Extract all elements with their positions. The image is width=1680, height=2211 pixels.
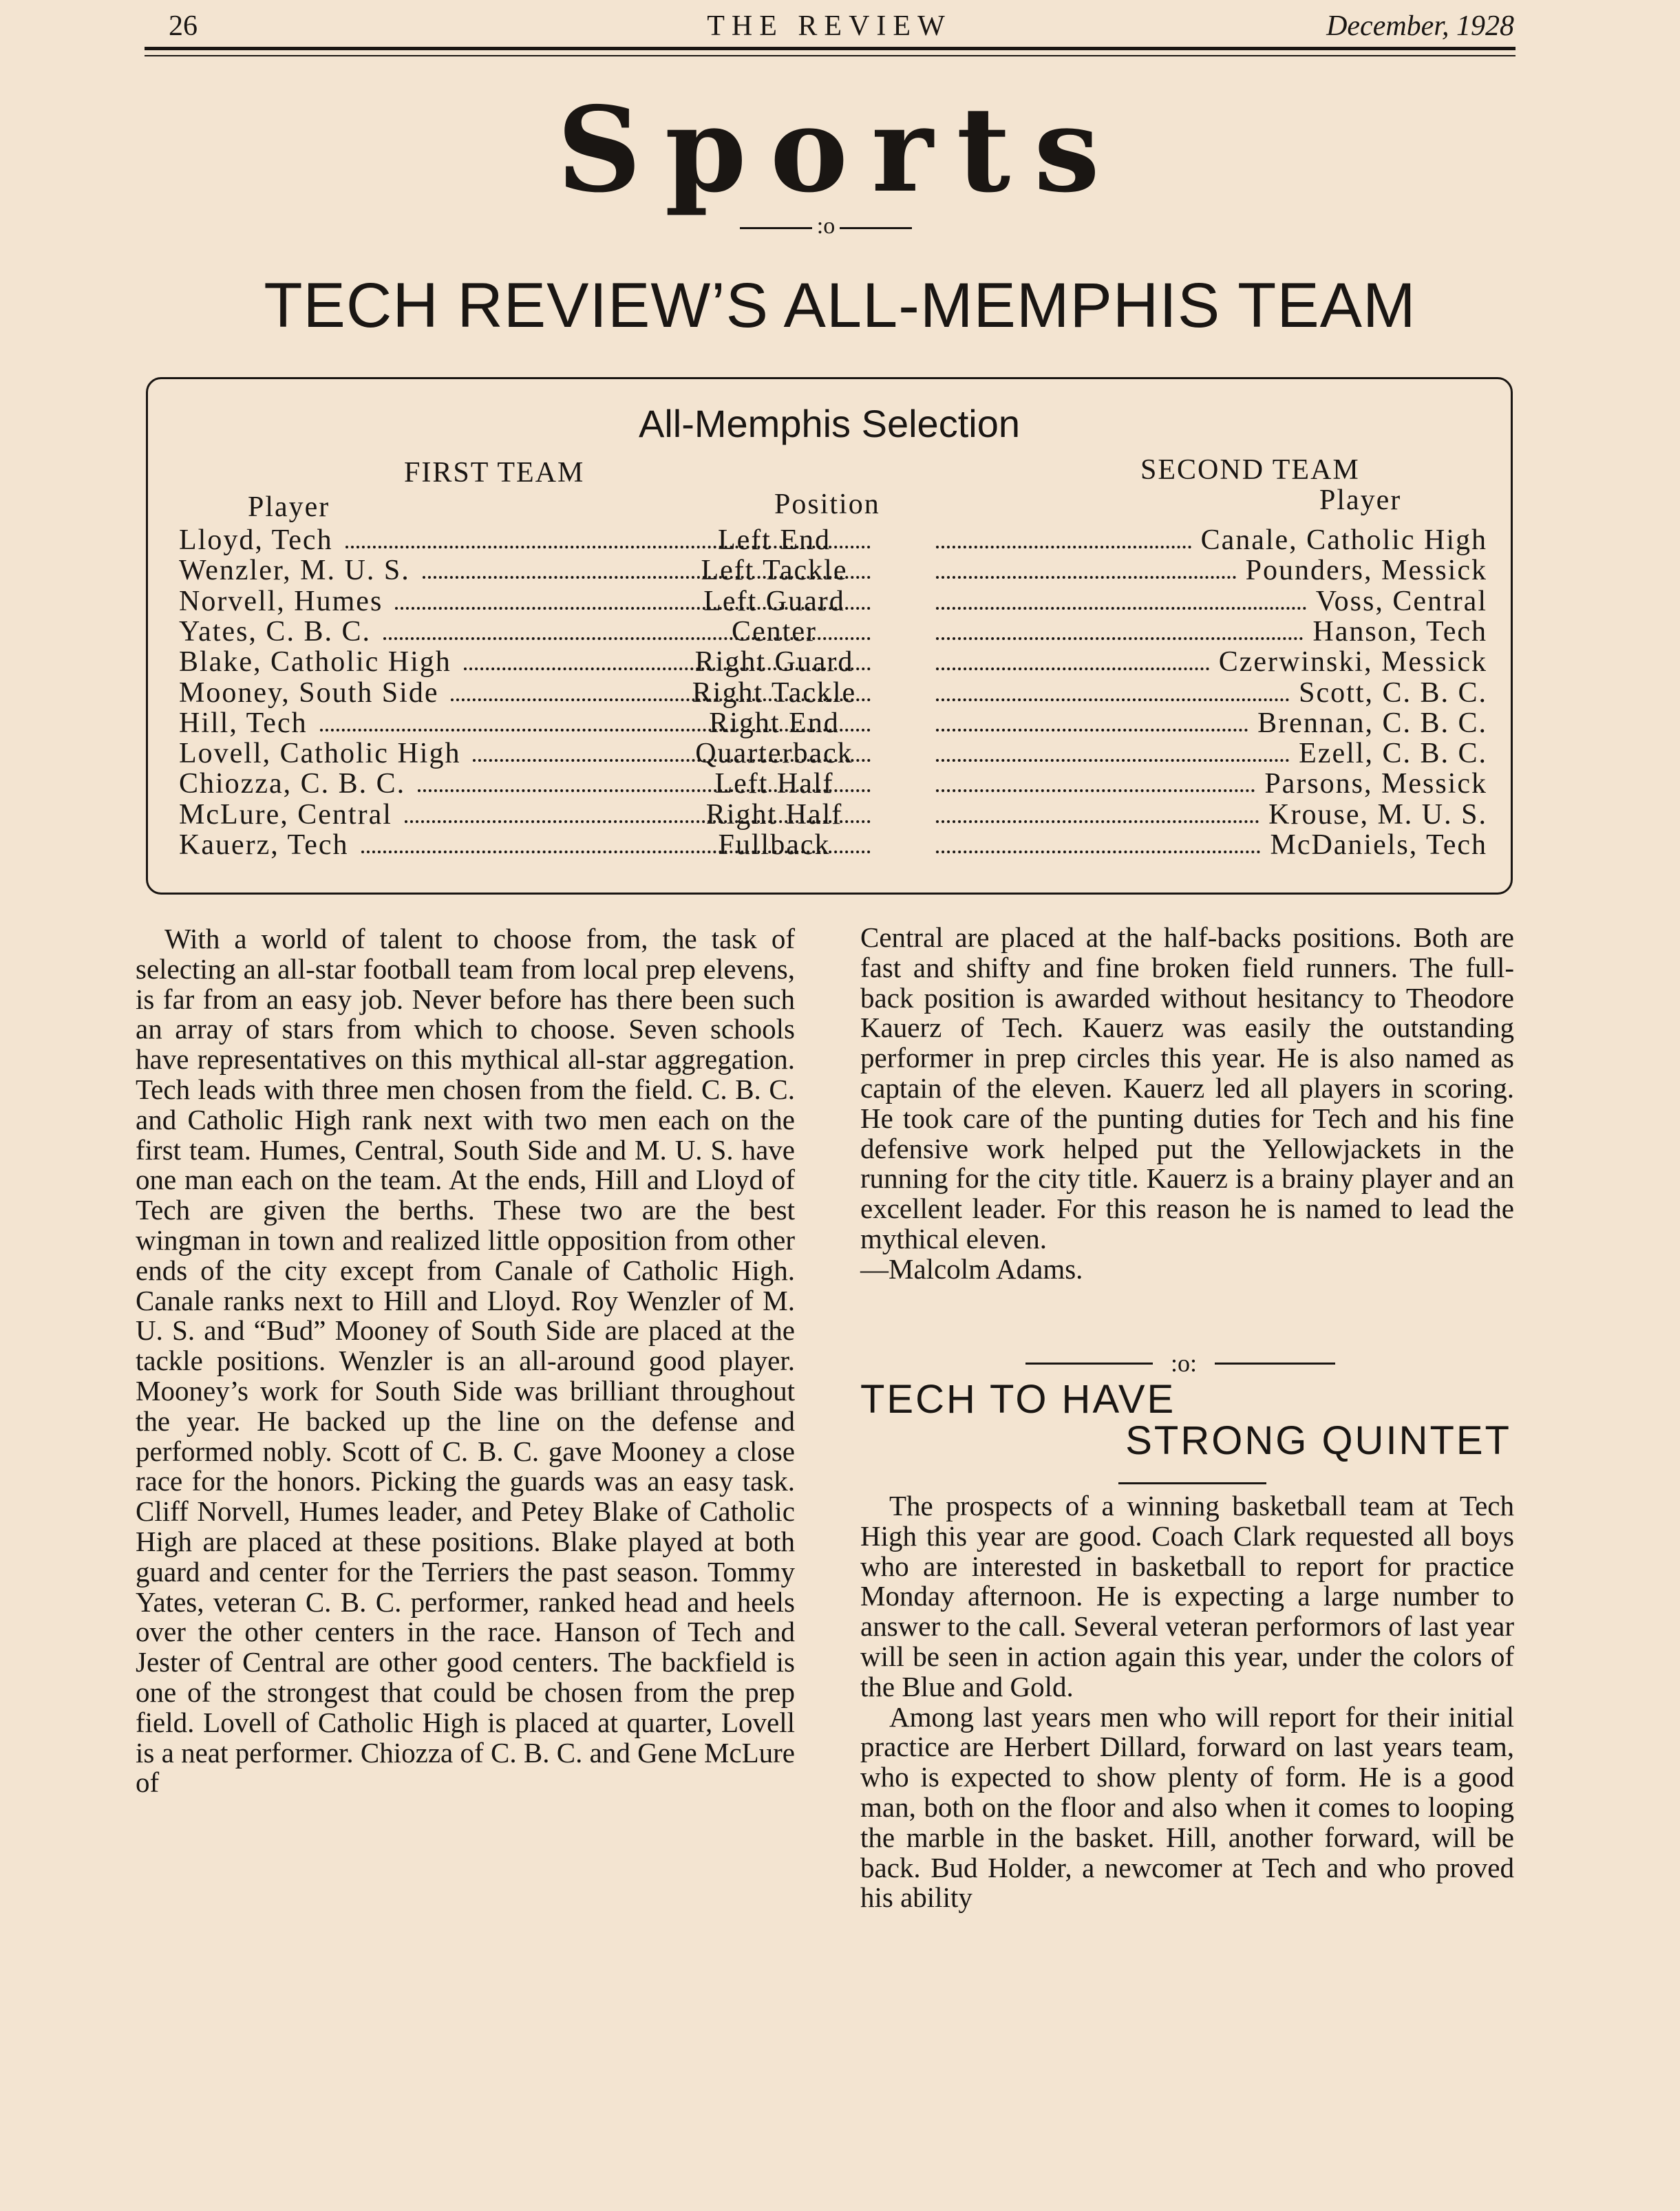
second-team-player: Canale, Catholic High [1200, 524, 1487, 556]
second-player-heading: Player [1319, 484, 1402, 516]
leader-dots [936, 729, 1248, 731]
selection-row [148, 645, 1515, 679]
article-title-line1: TECH TO HAVE [860, 1377, 1176, 1422]
position-name: Left Half [714, 768, 834, 800]
selection-title: All-Memphis Selection [639, 402, 1020, 445]
first-team-player: Kauerz, Tech [179, 829, 349, 861]
second-team-player: Czerwinski, Messick [1218, 646, 1487, 679]
first-team-player: Chiozza, C. B. C. [179, 768, 406, 800]
article-paragraph: Among last years men who will report for their initial practice are Herbert Dillard, forward on last years team, who is expected to show plenty of form. He is a good man, both on the floor and also when it comes to looping the marble in the basket. Hill, another forward, will be back. Bud Holder, a newcomer at Tech and who proved his ability [860, 1700, 1514, 1914]
selection-row [148, 554, 1515, 587]
second-team-player: Scott, C. B. C. [1299, 676, 1487, 709]
position-name: Left Guard [703, 585, 845, 617]
leader-dots [936, 759, 1289, 762]
first-team-heading: FIRST TEAM [404, 457, 585, 489]
second-team-player: Ezell, C. B. C. [1299, 738, 1487, 770]
ornament-divider: :o [740, 213, 912, 241]
header-rule-thin [145, 55, 1516, 56]
selection-row [148, 524, 1515, 554]
article-paragraph-continued: Central are placed at the half-backs positions. Both are fast and shifty and fine broken field runners. The full-back position is awarded without hesitancy to Theodore Kauerz of Tech. Kauerz was easily the outstanding performer in prep circles this year. He is also named as captain of the eleven. Kauerz led all players in scoring. He took care of the punting duties for Tech and his fine defensive work helped put the Yellowjackets in the running for the city title. Kauerz is a brainy player and an excellent leader. For this reason he is named to lead the mythical eleven. [860, 921, 1514, 1254]
journal-title: THE REVIEW [707, 10, 952, 42]
first-team-player: Mooney, South Side [179, 676, 439, 709]
second-team-heading: SECOND TEAM [1140, 454, 1360, 486]
leader-dots [936, 789, 1255, 792]
second-team-player: Parsons, Messick [1264, 768, 1487, 800]
page-number: 26 [169, 10, 198, 42]
second-team-player: Krouse, M. U. S. [1268, 798, 1487, 831]
position-name: Fullback [718, 829, 831, 861]
position-name: Right Half [705, 798, 843, 831]
section-title: Sports [557, 81, 1123, 219]
ornament-divider: :o: [1025, 1349, 1335, 1376]
position-name: Left End [717, 524, 831, 556]
first-team-player: Blake, Catholic High [179, 646, 451, 679]
position-name: Center [732, 615, 817, 648]
article-column-left [136, 924, 795, 1798]
position-name: Quarterback [695, 738, 853, 770]
header-rule-thick [145, 47, 1516, 50]
first-team-player: Wenzler, M. U. S. [179, 555, 410, 587]
second-team-player: Hanson, Tech [1312, 615, 1487, 648]
position-name: Right End [709, 707, 840, 739]
position-name: Right Tackle [692, 676, 857, 709]
running-header [145, 6, 1514, 47]
first-team-player: Lovell, Catholic High [179, 738, 461, 770]
author-signature: —Malcolm Adams. [860, 1252, 1083, 1285]
leader-dots [936, 820, 1259, 823]
article-column-right [860, 923, 1514, 1285]
position-name: Left Tackle [701, 555, 848, 587]
first-team-player: Lloyd, Tech [179, 524, 333, 556]
second-team-player: Voss, Central [1315, 585, 1487, 617]
selection-row [148, 707, 1515, 737]
leader-dots [936, 576, 1236, 579]
selection-row [148, 829, 1515, 859]
leader-dots [936, 607, 1306, 610]
second-team-player: Brennan, C. B. C. [1257, 707, 1487, 739]
second-team-player: McDaniels, Tech [1270, 829, 1487, 861]
second-team-player: Pounders, Messick [1245, 555, 1487, 587]
article-paragraph: The prospects of a winning basketball team at Tech High this year are good. Coach Clark requested all boys who are interested in basketball to report for practice Monday afternoon. He is expecting a large number to answer to the call. Several veteran performors of last year will be seen in action again this year, under the colors of the Blue and Gold. [860, 1490, 1514, 1702]
first-team-player: Yates, C. B. C. [179, 615, 371, 648]
leader-dots [936, 851, 1260, 853]
selection-row [148, 615, 1515, 648]
basketball-article [860, 1491, 1514, 1913]
page-headline: TECH REVIEW’S ALL-MEMPHIS TEAM [264, 270, 1416, 341]
first-team-player: McLure, Central [179, 798, 392, 831]
selection-row [148, 676, 1515, 707]
leader-dots [936, 637, 1303, 640]
selection-row [148, 767, 1515, 798]
first-team-player: Norvell, Humes [179, 585, 383, 617]
article-title-line2: STRONG QUINTET [1125, 1418, 1511, 1463]
selection-box [146, 377, 1513, 895]
selection-row [148, 737, 1515, 770]
issue-date: December, 1928 [1326, 10, 1514, 42]
selection-row [148, 585, 1515, 615]
first-team-player: Hill, Tech [179, 707, 308, 739]
leader-dots [936, 698, 1289, 701]
selection-row [148, 798, 1515, 829]
leader-dots [936, 667, 1209, 670]
first-player-heading: Player [248, 491, 330, 523]
article-paragraph: With a world of talent to choose from, the task of selecting an all-star football team from local prep elevens, is far from an easy job. Never before has there been such an array of stars from which to choose. Seven schools have representatives on this mythical all-star aggregation. Tech leads with three men chosen from the field. C. B. C. and Catholic High rank next with two men each on the first team. Humes, Central, South Side and M. U. S. have one man each on the team. At the ends, Hill and Lloyd of Tech are given the berths. These two are the best wingman in town and realized little opposition from other ends of the city except from Canale of Catholic High. Canale ranks next to Hill and Lloyd. Roy Wenzler of M. U. S. and “Bud” Mooney of South Side are placed at the tackle positions. Wenzler is an all-around good player. Mooney’s work for South Side was brilliant throughout the year. He backed up the line on the defense and performed nobly. Scott of C. B. C. gave Mooney a close race for the honors. Picking the guards was an easy task. Cliff Norvell, Humes leader, and Petey Blake of Catholic High are placed at these positions. Blake played at both guard and center for the Terriers the past season. Tommy Yates, veteran C. B. C. performer, ranked head and heels over the other centers in the race. Hanson of Tech and Jester of Central are other good centers. The backfield is one of the strongest that could be chosen from the prep field. Lovell of Catholic High is placed at quarter, Lovell is a neat performer. Chiozza of C. B. C. and Gene McLure of [136, 923, 795, 1799]
title-underline [1118, 1482, 1266, 1484]
position-name: Right Guard [694, 646, 854, 679]
position-heading: Position [774, 489, 880, 520]
leader-dots [936, 546, 1191, 548]
